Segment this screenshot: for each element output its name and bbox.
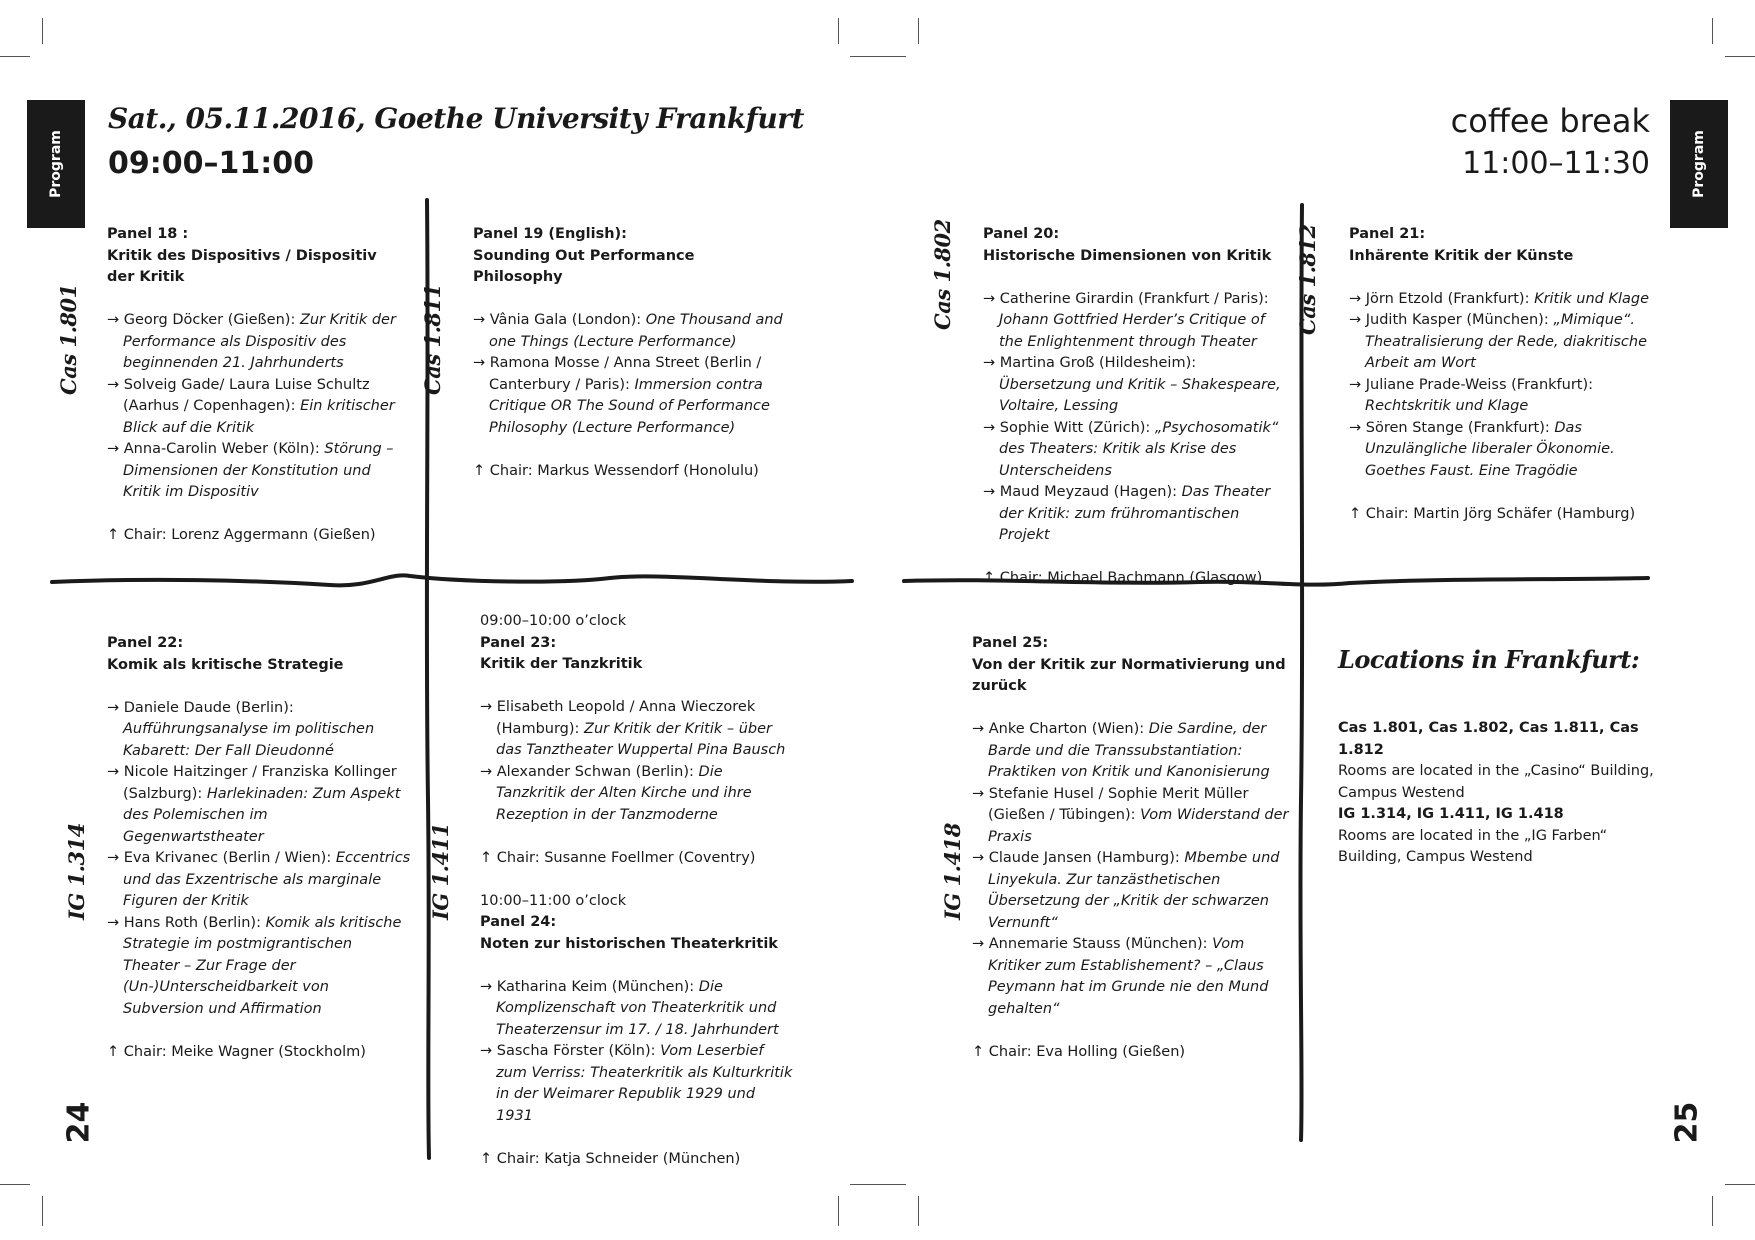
arrow-right-icon: →	[107, 764, 120, 780]
panel-title: Sounding Out Performance Philosophy	[473, 247, 695, 285]
location-group	[1338, 804, 1658, 869]
list-item: → Claude Jansen (Hamburg): Mbembe und Linyekula. Zur tanzästhetischen Übersetzung der „Kritik der schwarzen Vernunft“	[972, 850, 1280, 931]
arrow-up-icon: ↑	[983, 570, 996, 586]
arrow-right-icon: →	[1349, 419, 1362, 436]
list-item: → Catherine Girardin (Frankfurt / Paris): Johann Gottfried Herder’s Critique of the Enlightenment through Theater	[983, 290, 1269, 350]
location-rooms: Cas 1.801, Cas 1.802, Cas 1.811, Cas 1.812	[1338, 720, 1639, 758]
list-item: → Sophie Witt (Zürich): „Psychosomatik“ des Theaters: Kritik als Krise des Unterscheidens	[983, 419, 1279, 479]
panel-chair: ↑ Chair: Michael Bachmann (Glasgow)	[983, 570, 1263, 586]
list-item: → Katharina Keim (München): Die Komplizenschaft von Theaterkritik und Theaterzensur im 17. / 18. Jahrhundert	[480, 978, 779, 1038]
arrow-right-icon: →	[972, 936, 985, 952]
arrow-right-icon: →	[107, 914, 120, 931]
panel-chair: ↑ Chair: Martin Jörg Schäfer (Hamburg)	[1349, 505, 1636, 522]
arrow-right-icon: →	[1349, 290, 1362, 307]
panel-number: Panel 18 :	[107, 226, 189, 242]
arrow-up-icon: ↑	[972, 1043, 985, 1060]
arrow-up-icon: ↑	[107, 1043, 120, 1060]
arrow-right-icon: →	[107, 850, 120, 866]
list-item: → Alexander Schwan (Berlin): Die Tanzkritik der Alten Kirche und ihre Rezeption in der Tanzmoderne	[480, 763, 752, 823]
panel-19	[473, 224, 783, 482]
list-item: → Jörn Etzold (Frankfurt): Kritik und Klage	[1349, 290, 1650, 307]
list-item: → Hans Roth (Berlin): Komik als kritische Strategie im postmigrantischen Theater – Zur Frage der (Un-)Unterscheidbarkeit von Subversion und Affirmation	[107, 914, 402, 1017]
panel-23-24	[480, 611, 795, 1170]
room-label: Cas 1.812	[1295, 224, 1320, 335]
location-rooms: IG 1.314, IG 1.411, IG 1.418	[1338, 806, 1564, 822]
room-label: IG 1.418	[940, 823, 965, 920]
list-item: → Eva Krivanec (Berlin / Wien): Eccentrics und das Exzentrische als marginale Figuren der Kritik	[107, 850, 411, 909]
list-item: → Sören Stange (Frankfurt): Das Unzulängliche liberaler Ökonomie. Goethes Faust. Eine Tragödie	[1349, 419, 1615, 479]
arrow-right-icon: →	[972, 785, 985, 802]
vertical-divider-right	[1300, 205, 1302, 1140]
arrow-right-icon: →	[972, 721, 985, 737]
coffee-break-label: coffee break	[1450, 102, 1650, 140]
arrow-right-icon: →	[107, 312, 120, 328]
arrow-up-icon: ↑	[473, 462, 486, 479]
room-label: IG 1.411	[428, 823, 453, 920]
panel-number: Panel 24:	[480, 914, 557, 930]
room-label: Cas 1.802	[930, 219, 955, 330]
location-group	[1338, 718, 1658, 804]
arrow-up-icon: ↑	[107, 527, 120, 543]
arrow-right-icon: →	[473, 312, 486, 328]
page-number-right: 25	[1669, 1101, 1705, 1144]
arrow-right-icon: →	[983, 419, 996, 436]
panel-chair: ↑ Chair: Markus Wessendorf (Honolulu)	[473, 462, 759, 479]
list-item: → Anke Charton (Wien): Die Sardine, der Barde und die Transsubstantiation: Praktiken von Kritik und Kanonisierung	[972, 721, 1270, 780]
panel-chair: ↑ Chair: Lorenz Aggermann (Gießen)	[107, 527, 376, 543]
list-item: → Anna-Carolin Weber (Köln): Störung – Dimensionen der Konstitution und Kritik im Dispositiv	[107, 441, 394, 500]
arrow-right-icon: →	[983, 355, 996, 371]
list-item: → Daniele Daude (Berlin): Aufführungsanalyse im politischen Kabarett: Der Fall Dieudonné	[107, 699, 375, 759]
list-item: → Juliane Prade-Weiss (Frankfurt): Rechtskritik und Klage	[1349, 376, 1594, 414]
room-label: Cas 1.811	[420, 284, 445, 395]
arrow-right-icon: →	[1349, 376, 1362, 393]
list-item: → Nicole Haitzinger / Franziska Kollinger (Salzburg): Harlekinaden: Zum Aspekt des Polemischen im Gegenwartstheater	[107, 764, 401, 845]
panel-18	[107, 224, 407, 547]
arrow-right-icon: →	[983, 484, 996, 500]
arrow-up-icon: ↑	[1349, 505, 1362, 522]
panel-number: Panel 21:	[1349, 226, 1426, 242]
arrow-right-icon: →	[107, 441, 120, 457]
arrow-right-icon: →	[983, 290, 996, 307]
time-note: 09:00–10:00 o’clock	[480, 613, 627, 629]
panel-number: Panel 22:	[107, 635, 184, 651]
panel-title: Kritik der Tanzkritik	[480, 656, 643, 672]
list-item: → Maud Meyzaud (Hagen): Das Theater der Kritik: zum frühromantischen Projekt	[983, 484, 1271, 543]
panel-22	[107, 633, 412, 1063]
panel-number: Panel 25:	[972, 635, 1049, 651]
panel-21	[1349, 224, 1654, 525]
panel-number: Panel 23:	[480, 634, 557, 651]
panel-25	[972, 633, 1290, 1063]
panel-number: Panel 19 (English):	[473, 226, 627, 242]
locations-title: Locations in Frankfurt:	[1338, 645, 1640, 674]
panel-title: Noten zur historischen Theaterkritik	[480, 935, 778, 952]
arrow-up-icon: ↑	[480, 1150, 493, 1167]
arrow-right-icon: →	[473, 355, 486, 371]
list-item: → Solveig Gade/ Laura Luise Schultz (Aarhus / Copenhagen): Ein kritischer Blick auf die Kritik	[107, 376, 395, 436]
arrow-right-icon: →	[107, 376, 120, 393]
time-note: 10:00–11:00 o’clock	[480, 892, 627, 909]
arrow-right-icon: →	[107, 699, 120, 716]
panel-title: Kritik des Dispositivs / Dispositiv der Kritik	[107, 247, 377, 285]
list-item: → Ramona Mosse / Anna Street (Berlin / Canterbury / Paris): Immersion contra Critique OR The Sound of Performance Philosophy (Lecture Performance)	[473, 355, 770, 436]
list-item: → Judith Kasper (München): „Mimique“. Theatralisierung der Rede, diakritische Arbeit am Wort	[1349, 312, 1647, 371]
coffee-break-time: 11:00–11:30	[1462, 146, 1650, 181]
page-number-left: 24	[61, 1101, 97, 1144]
list-item: → Vânia Gala (London): One Thousand and one Things (Lecture Performance)	[473, 312, 783, 350]
panel-title: Inhärente Kritik der Künste	[1349, 247, 1574, 264]
room-label: IG 1.314	[64, 823, 89, 920]
list-item: → Georg Döcker (Gießen): Zur Kritik der Performance als Dispositiv des beginnenden 21. Jahrhunderts	[107, 312, 396, 371]
room-label: Cas 1.801	[56, 284, 81, 395]
program-tab-label: Program	[48, 130, 64, 198]
location-text: Rooms are located in the „Casino“ Building, Campus Westend	[1338, 763, 1654, 801]
panel-title: Von der Kritik zur Normativierung und zurück	[972, 656, 1286, 694]
arrow-right-icon: →	[480, 699, 493, 715]
session-date: Sat., 05.11.2016, Goethe University Frankfurt	[108, 102, 804, 135]
panel-chair: ↑ Chair: Eva Holling (Gießen)	[972, 1043, 1186, 1060]
program-tab-label: Program	[1691, 130, 1707, 198]
arrow-right-icon: →	[480, 763, 493, 780]
panel-20	[983, 224, 1283, 590]
list-item: → Annemarie Stauss (München): Vom Kritiker zum Establishement? – „Claus Peymann hat im Grunde nie den Mund gehalten“	[972, 936, 1269, 1017]
location-text: Rooms are located in the „IG Farben“ Building, Campus Westend	[1338, 827, 1608, 865]
arrow-up-icon: ↑	[480, 849, 493, 866]
panel-number: Panel 20:	[983, 226, 1060, 242]
panel-chair: ↑ Chair: Meike Wagner (Stockholm)	[107, 1043, 366, 1060]
list-item: → Stefanie Husel / Sophie Merit Müller (Gießen / Tübingen): Vom Widerstand der Praxis	[972, 785, 1289, 845]
arrow-right-icon: →	[1349, 312, 1362, 328]
arrow-right-icon: →	[972, 850, 985, 866]
panel-chair: ↑ Chair: Katja Schneider (München)	[480, 1150, 741, 1167]
list-item: → Martina Groß (Hildesheim): Übersetzung und Kritik – Shakespeare, Voltaire, Lessing	[983, 355, 1281, 414]
session-time: 09:00–11:00	[108, 146, 314, 181]
panel-title: Komik als kritische Strategie	[107, 656, 344, 673]
list-item: → Sascha Förster (Köln): Vom Leserbief zum Verriss: Theaterkritik als Kulturkritik in der Weimarer Republik 1929 und 1931	[480, 1043, 793, 1124]
panel-chair: ↑ Chair: Susanne Foellmer (Coventry)	[480, 849, 756, 866]
list-item: → Elisabeth Leopold / Anna Wieczorek (Hamburg): Zur Kritik der Kritik – über das Tanztheater Wuppertal Pina Bausch	[480, 699, 786, 758]
arrow-right-icon: →	[480, 978, 493, 995]
horizontal-divider-left	[52, 575, 852, 585]
arrow-right-icon: →	[480, 1043, 493, 1059]
panel-title: Historische Dimensionen von Kritik	[983, 247, 1272, 264]
